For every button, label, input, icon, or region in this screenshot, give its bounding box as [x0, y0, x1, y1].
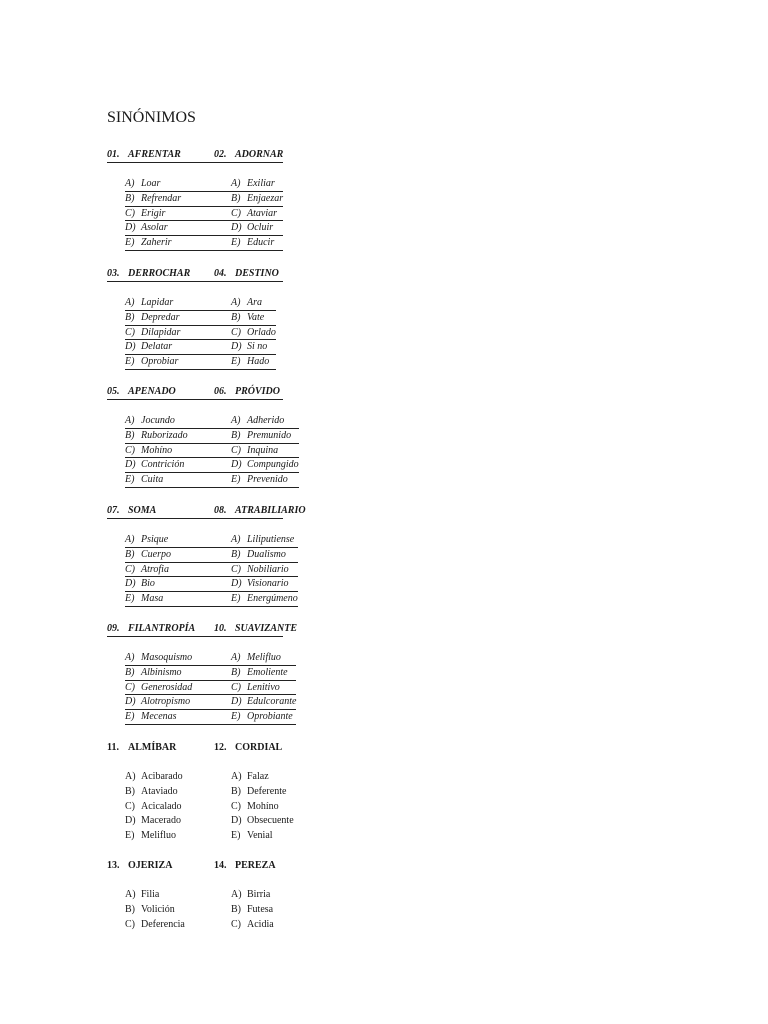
option-item: [231, 695, 296, 710]
option-item: [231, 666, 296, 681]
option-list: [125, 177, 231, 251]
option-text: Depredar: [141, 311, 180, 323]
option-letter: A): [231, 534, 241, 545]
option-item: [125, 695, 231, 710]
question-word: PRÓVIDO: [235, 386, 281, 397]
option-text: Exiliar: [247, 178, 275, 189]
option-letter: A): [125, 415, 135, 426]
option-item: [231, 192, 283, 207]
option-text: Acibarado: [141, 771, 183, 782]
option-text: Filia: [141, 889, 160, 900]
question: [107, 504, 214, 605]
option-list: [231, 296, 276, 370]
option-letter: B): [231, 903, 241, 915]
option-text: Ataviar: [247, 207, 277, 219]
option-text: Melifluo: [247, 652, 281, 663]
option-letter: E): [231, 474, 241, 486]
option-item: [231, 577, 298, 592]
option-item: [231, 903, 274, 918]
option-letter: A): [231, 889, 242, 900]
option-text: Psique: [141, 534, 169, 545]
question-header: [214, 622, 298, 637]
option-letter: C): [125, 326, 135, 338]
question-number: 04.: [214, 268, 227, 279]
option-text: Contrición: [141, 459, 185, 471]
option-item: [231, 207, 283, 222]
option-letter: A): [231, 771, 242, 782]
option-letter: D): [125, 815, 136, 827]
question-number: 13.: [107, 860, 120, 871]
question-block: [0, 385, 768, 495]
question-block: [0, 267, 768, 377]
option-item: [231, 355, 276, 370]
question: [107, 622, 214, 723]
option-letter: A): [125, 534, 135, 545]
option-item: [231, 444, 299, 459]
option-text: Nobiliario: [247, 563, 289, 575]
option-item: [125, 918, 185, 933]
option-item: [231, 311, 276, 326]
option-text: Hado: [247, 356, 270, 368]
question-header: [107, 148, 214, 163]
option-text: Acicalado: [141, 800, 182, 812]
option-list: [231, 177, 283, 251]
question-header: [214, 859, 276, 873]
option-text: Ataviado: [141, 785, 178, 797]
question-header: [214, 148, 283, 163]
option-letter: C): [231, 918, 241, 930]
option-item: [125, 577, 231, 592]
option-item: [231, 473, 299, 488]
question: [107, 385, 214, 486]
option-item: [125, 429, 231, 444]
option-letter: B): [125, 903, 135, 915]
question: [214, 385, 299, 486]
option-text: Visionario: [247, 578, 289, 590]
option-letter: D): [125, 459, 136, 471]
option-letter: C): [231, 563, 241, 575]
option-letter: B): [231, 192, 241, 204]
option-item: [231, 236, 283, 251]
option-item: [125, 666, 231, 681]
option-item: [125, 355, 231, 370]
option-letter: B): [231, 548, 241, 560]
question-number: 01.: [107, 149, 120, 160]
option-letter: C): [125, 681, 135, 693]
option-letter: A): [231, 415, 241, 426]
option-list: [231, 533, 298, 607]
option-letter: C): [125, 563, 135, 575]
option-letter: B): [125, 192, 135, 204]
option-letter: E): [125, 711, 135, 723]
option-letter: D): [231, 578, 242, 590]
question-word: DERROCHAR: [128, 268, 191, 279]
option-list: [125, 414, 231, 488]
option-list: [231, 888, 274, 932]
option-letter: C): [231, 326, 241, 338]
question-word: FILANTROPÍA: [128, 623, 196, 634]
option-item: [231, 785, 294, 800]
option-text: Prevenido: [247, 474, 288, 486]
option-text: Energúmeno: [247, 593, 298, 605]
option-text: Cuerpo: [141, 548, 171, 560]
option-text: Emoliente: [247, 666, 288, 678]
option-text: Masoquismo: [141, 652, 193, 663]
option-item: [231, 770, 294, 785]
option-list: [125, 533, 231, 607]
option-item: [125, 592, 231, 607]
option-letter: B): [125, 666, 135, 678]
option-text: Alotropismo: [141, 696, 191, 708]
option-text: Cuita: [141, 474, 164, 486]
option-letter: E): [125, 356, 135, 368]
option-text: Oprobiar: [141, 356, 179, 368]
option-letter: C): [125, 207, 135, 219]
option-letter: D): [231, 815, 242, 827]
option-item: [231, 829, 294, 844]
option-text: Refrendar: [141, 192, 182, 204]
option-letter: B): [125, 311, 135, 323]
question-number: 12.: [214, 742, 227, 753]
option-letter: B): [125, 429, 135, 441]
question: [107, 148, 214, 249]
option-letter: E): [125, 237, 135, 249]
question-header: [107, 622, 214, 637]
option-text: Delatar: [141, 341, 173, 353]
option-letter: A): [125, 297, 135, 308]
option-text: Bio: [141, 578, 155, 590]
question-word: PEREZA: [235, 860, 276, 871]
option-text: Zaherir: [141, 237, 172, 249]
option-text: Mohíno: [141, 444, 173, 456]
option-item: [125, 311, 231, 326]
option-item: [125, 814, 183, 829]
option-letter: C): [231, 444, 241, 456]
page-title: SINÓNIMOS: [107, 109, 196, 126]
option-text: Futesa: [247, 903, 274, 915]
option-letter: C): [231, 681, 241, 693]
option-text: Orlado: [247, 326, 276, 338]
option-letter: E): [231, 711, 241, 723]
option-item: [125, 903, 185, 918]
option-letter: D): [231, 341, 242, 353]
question-block: [0, 622, 768, 732]
question-header: [214, 267, 283, 282]
question-word: ALMÍBAR: [128, 742, 177, 753]
question-block: [0, 741, 768, 851]
option-text: Vate: [247, 311, 265, 323]
option-text: Albinismo: [141, 666, 182, 678]
question: [214, 622, 298, 723]
option-letter: D): [231, 696, 242, 708]
option-text: Volición: [141, 903, 175, 915]
option-item: [125, 458, 231, 473]
question-header: [214, 504, 306, 519]
question-block: [0, 148, 768, 258]
option-text: Birria: [247, 889, 271, 900]
question-number: 09.: [107, 623, 120, 634]
question: [107, 859, 185, 930]
option-letter: A): [231, 652, 241, 663]
option-item: [231, 651, 296, 666]
option-letter: A): [125, 652, 135, 663]
option-item: [231, 800, 294, 815]
option-text: Deferencia: [141, 918, 185, 930]
question-word: SUAVIZANTE: [235, 623, 298, 634]
option-text: Macerado: [141, 815, 181, 827]
option-text: Melifluo: [141, 830, 176, 842]
option-letter: D): [125, 341, 136, 353]
option-letter: A): [125, 771, 136, 782]
question-number: 14.: [214, 860, 227, 871]
option-letter: C): [231, 207, 241, 219]
option-text: Dilapidar: [141, 326, 181, 338]
question-number: 06.: [214, 386, 227, 397]
option-letter: C): [125, 444, 135, 456]
option-item: [125, 800, 183, 815]
option-item: [231, 414, 299, 429]
option-text: Mohíno: [247, 800, 279, 812]
option-item: [125, 296, 231, 311]
question: [107, 267, 214, 368]
question-number: 11.: [107, 742, 119, 753]
option-text: Premunido: [247, 429, 292, 441]
option-item: [231, 296, 276, 311]
question: [107, 741, 183, 842]
option-list: [125, 296, 231, 370]
question-word: ADORNAR: [235, 149, 284, 160]
option-text: Edulcorante: [247, 696, 297, 708]
option-letter: E): [231, 593, 241, 605]
question-word: AFRENTAR: [128, 149, 181, 160]
question-header: [107, 741, 176, 755]
option-list: [231, 414, 299, 488]
question-number: 03.: [107, 268, 120, 279]
option-letter: D): [125, 222, 136, 234]
question-header: [214, 741, 282, 755]
option-letter: D): [125, 578, 136, 590]
option-item: [125, 207, 231, 222]
option-text: Ocluir: [247, 222, 274, 234]
option-text: Inquina: [247, 444, 279, 456]
option-letter: B): [125, 785, 135, 797]
question-number: 08.: [214, 505, 227, 516]
option-item: [231, 340, 276, 355]
option-item: [125, 785, 183, 800]
option-text: Masa: [141, 593, 164, 605]
option-item: [231, 918, 274, 933]
option-text: Ara: [247, 297, 262, 308]
option-text: Erigir: [141, 207, 166, 219]
option-item: [231, 563, 298, 578]
question-header: [107, 267, 214, 282]
option-item: [125, 681, 231, 696]
question-header: [214, 385, 283, 400]
option-item: [125, 326, 231, 341]
option-item: [125, 236, 231, 251]
question-word: CORDIAL: [235, 742, 283, 753]
option-item: [231, 326, 276, 341]
option-item: [231, 221, 283, 236]
option-list: [125, 651, 231, 725]
option-letter: D): [125, 696, 136, 708]
option-letter: E): [125, 474, 135, 486]
option-text: Acidia: [247, 918, 274, 930]
question-word: OJERIZA: [128, 860, 173, 871]
question-number: 10.: [214, 623, 227, 634]
option-item: [231, 533, 298, 548]
option-text: Jocundo: [141, 415, 175, 426]
option-text: Obsecuente: [247, 815, 294, 827]
option-item: [231, 548, 298, 563]
option-letter: C): [125, 918, 135, 930]
option-text: Lapidar: [141, 297, 174, 308]
option-letter: A): [231, 178, 241, 189]
option-letter: C): [231, 800, 241, 812]
question: [214, 148, 284, 249]
option-item: [231, 710, 296, 725]
option-text: Venial: [247, 830, 273, 842]
option-item: [125, 444, 231, 459]
option-letter: A): [125, 889, 136, 900]
option-list: [231, 770, 294, 844]
option-item: [125, 829, 183, 844]
option-letter: C): [125, 800, 135, 812]
option-item: [125, 414, 231, 429]
option-list: [231, 651, 296, 725]
option-letter: E): [231, 830, 241, 842]
option-item: [231, 458, 299, 473]
option-letter: B): [231, 311, 241, 323]
option-letter: A): [125, 178, 135, 189]
option-text: Loar: [141, 178, 161, 189]
option-text: Falaz: [247, 771, 269, 782]
option-letter: D): [231, 222, 242, 234]
question-number: 07.: [107, 505, 120, 516]
option-text: Enjaezar: [247, 192, 284, 204]
option-item: [125, 221, 231, 236]
question-word: ATRABILIARIO: [235, 505, 306, 516]
question-word: DESTINO: [235, 268, 279, 279]
option-letter: B): [125, 548, 135, 560]
option-list: [125, 770, 183, 844]
question-number: 02.: [214, 149, 227, 160]
option-item: [125, 533, 231, 548]
option-item: [125, 340, 231, 355]
option-letter: B): [231, 429, 241, 441]
option-item: [125, 177, 231, 192]
option-text: Educir: [247, 237, 275, 249]
option-item: [125, 651, 231, 666]
option-text: Dualismo: [247, 548, 286, 560]
option-text: Lenitivo: [247, 681, 280, 693]
option-letter: B): [231, 785, 241, 797]
option-letter: D): [231, 459, 242, 471]
option-list: [125, 888, 185, 932]
option-item: [125, 563, 231, 578]
option-letter: A): [231, 297, 241, 308]
option-text: Si no: [247, 341, 268, 353]
option-item: [125, 770, 183, 785]
option-text: Ruborizado: [141, 429, 188, 441]
option-item: [125, 710, 231, 725]
option-text: Mecenas: [141, 711, 177, 723]
option-letter: E): [231, 356, 241, 368]
option-text: Compungido: [247, 459, 299, 471]
option-text: Generosidad: [141, 681, 193, 693]
option-text: Atrofia: [141, 563, 169, 575]
option-letter: E): [125, 830, 135, 842]
question-number: 05.: [107, 386, 120, 397]
option-item: [125, 192, 231, 207]
option-item: [231, 177, 283, 192]
option-text: Deferente: [247, 785, 287, 797]
question-word: SOMA: [128, 505, 157, 516]
question-header: [107, 859, 172, 873]
option-item: [231, 888, 274, 903]
question: [214, 741, 294, 842]
option-letter: B): [231, 666, 241, 678]
question-header: [107, 504, 214, 519]
option-item: [231, 429, 299, 444]
question-block: [0, 504, 768, 614]
question-header: [107, 385, 214, 400]
option-item: [125, 888, 185, 903]
option-text: Asolar: [141, 222, 168, 234]
option-letter: E): [231, 237, 241, 249]
option-item: [231, 681, 296, 696]
option-item: [231, 814, 294, 829]
question-word: APENADO: [128, 386, 176, 397]
option-text: Adherido: [247, 415, 285, 426]
option-letter: E): [125, 593, 135, 605]
question: [214, 267, 283, 368]
option-item: [125, 548, 231, 563]
option-item: [125, 473, 231, 488]
option-text: Oprobiante: [247, 711, 293, 723]
option-text: Liliputiense: [247, 534, 295, 545]
question: [214, 504, 306, 605]
question-block: [0, 859, 768, 969]
option-item: [231, 592, 298, 607]
question: [214, 859, 276, 930]
